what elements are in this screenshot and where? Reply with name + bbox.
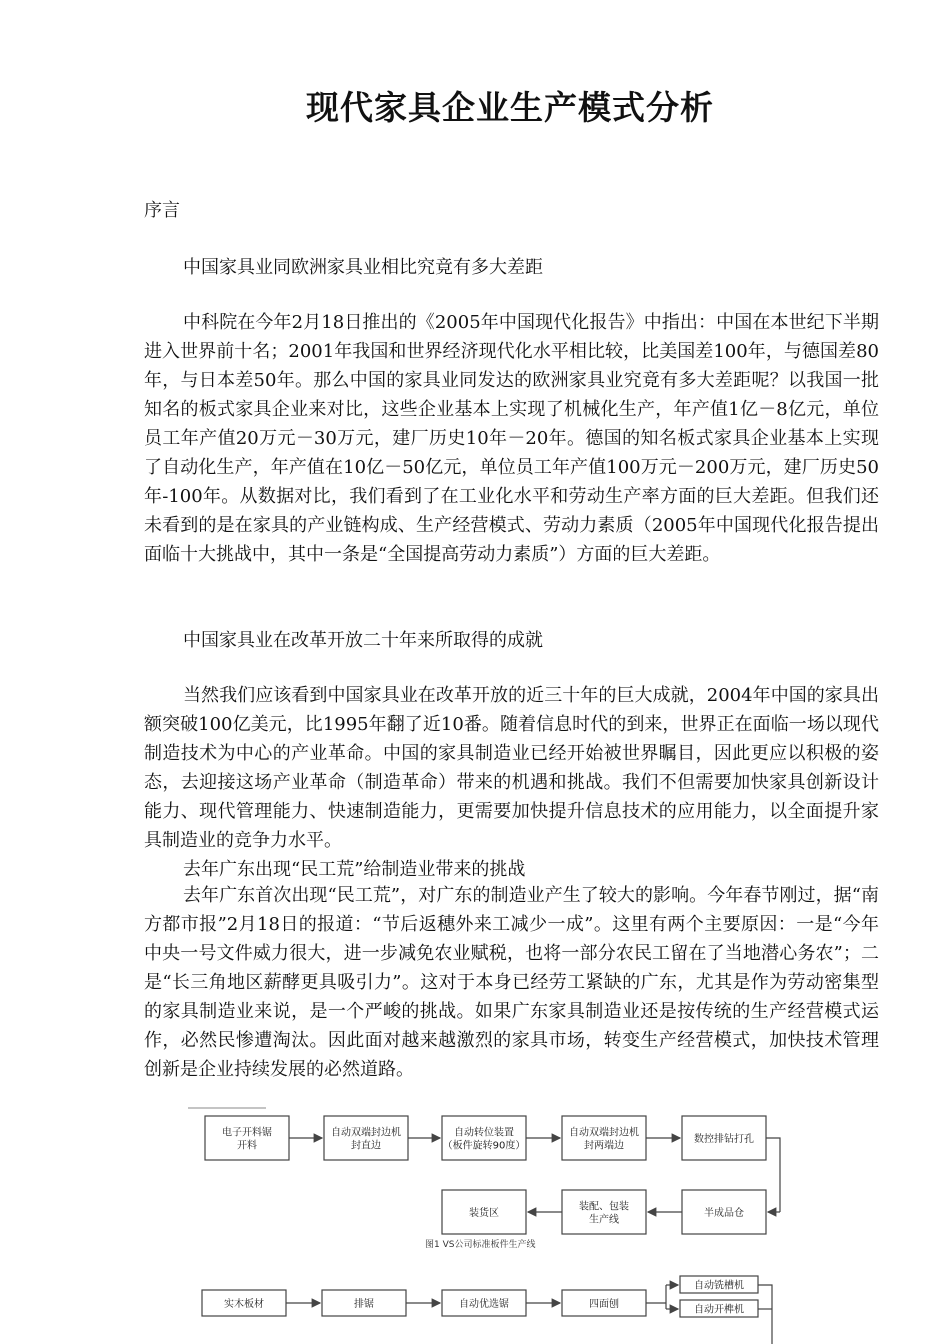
process-step-2-label: 自动双端封边机 xyxy=(331,1127,401,1139)
process-step-7-label: 生产线 xyxy=(589,1214,619,1226)
flow-row-2 xyxy=(442,1190,766,1234)
production-line-figure xyxy=(180,1102,800,1344)
flow-row-3 xyxy=(202,1290,646,1316)
section-heading-labor-shortage: 去年广东出现“民工荒”给制造业带来的挑战 xyxy=(183,859,526,880)
paragraph-labor-shortage: 去年广东首次出现“民工荒”，对广东的制造业产生了较大的影响。今年春节刚过，据“南方都市报”2月18日的报道：“节后返穗外来工减少一成”。这里有两个主要原因：一是“今年中央一号文件威力很大，进一步减免农业赋税，也将一部分农民工留在了当地潜心务农”；二是“长三角地区薪酵更具吸引力”。这对于本身已经劳工紧缺的广东，尤其是作为劳动密集型的家具制造业来说，是一个严峻的挑战。如果广东家具制造业还是按传统的生产经营模式运作，必然民惨遭淘汰。因此面对越来越激烈的家具市场，转变生产经营模式，加快技术管理创新是企业持续发展的必然道路。 xyxy=(144,885,879,1080)
preface-heading: 序言 xyxy=(144,200,180,221)
timber-step-1-label: 实木板材 xyxy=(224,1299,264,1310)
section-heading-achievements: 中国家具业在改革开放二十年来所取得的成就 xyxy=(183,630,543,651)
section-heading-gap: 中国家具业同欧洲家具业相比究竟有多大差距 xyxy=(183,257,543,278)
process-step-7-label: 装配、包装 xyxy=(579,1201,629,1213)
branch-out xyxy=(758,1285,772,1344)
timber-step-3-label: 自动优选锯 xyxy=(459,1299,509,1310)
flow-branches xyxy=(646,1276,772,1344)
process-step-3-label: （板件旋转90度） xyxy=(442,1140,526,1152)
figure-caption: 图1 VS公司标准板件生产线 xyxy=(425,1240,536,1250)
timber-step-2-label: 排锯 xyxy=(354,1299,374,1310)
process-step-8-label: 半成品仓 xyxy=(704,1208,744,1219)
process-step-2-label: 封直边 xyxy=(351,1140,381,1152)
process-step-1-label: 电子开料锯 xyxy=(222,1127,272,1139)
process-step-3-label: 自动转位装置 xyxy=(454,1127,514,1139)
process-step-6-label: 装货区 xyxy=(469,1208,499,1219)
timber-step-4-label: 四面刨 xyxy=(589,1299,619,1310)
process-step-4-label: 自动双端封边机 xyxy=(569,1127,639,1139)
flow-connector-down xyxy=(766,1138,780,1212)
branch-step-1-label: 自动铣槽机 xyxy=(694,1280,744,1292)
branch-step-2-label: 自动开榫机 xyxy=(694,1304,744,1316)
process-step-4-label: 封两端边 xyxy=(584,1140,624,1152)
process-step-1-label: 开料 xyxy=(237,1140,257,1152)
process-step-5-label: 数控排钻打孔 xyxy=(694,1134,754,1145)
document-title: 现代家具企业生产模式分析 xyxy=(306,88,714,127)
paragraph-gap: 中科院在今年2月18日推出的《2005年中国现代化报告》中指出：中国在本世纪下半期进入世界前十名；2001年我国和世界经济现代化水平相比较，比美国差100年，与德国差80年，与日本差50年。那么中国的家具业同发达的欧洲家具业究竟有多大差距呢？以我国一批知名的板式家具企业来对比，这些企业基本上实现了机械化生产，年产值1亿－8亿元，单位员工年产值20万元－30万元，建厂历史10年－20年。德国的知名板式家具企业基本上实现了自动化生产，年产值在10亿－50亿元，单位员工年产值100万元－200万元，建厂历史50年-100年。从数据对比，我们看到了在工业化水平和劳动生产率方面的巨大差距。但我们还未看到的是在家具的产业链构成、生产经营模式、劳动力素质（2005年中国现代化报告提出面临十大挑战中，其中一条是“全国提高劳动力素质”）方面的巨大差距。 xyxy=(144,312,879,565)
paragraph-achievements: 当然我们应该看到中国家具业在改革开放的近三十年的巨大成就，2004年中国的家具出额突破100亿美元，比1995年翻了近10番。随着信息时代的到来，世界正在面临一场以现代制造技术为中心的产业革命。中国的家具制造业已经开始被世界瞩目，因此更应以积极的姿态，去迎接这场产业革命（制造革命）带来的机遇和挑战。我们不但需要加快家具创新设计能力、现代管理能力、快速制造能力，更需要加快提升信息技术的应用能力，以全面提升家具制造业的竞争力水平。 xyxy=(144,685,879,851)
